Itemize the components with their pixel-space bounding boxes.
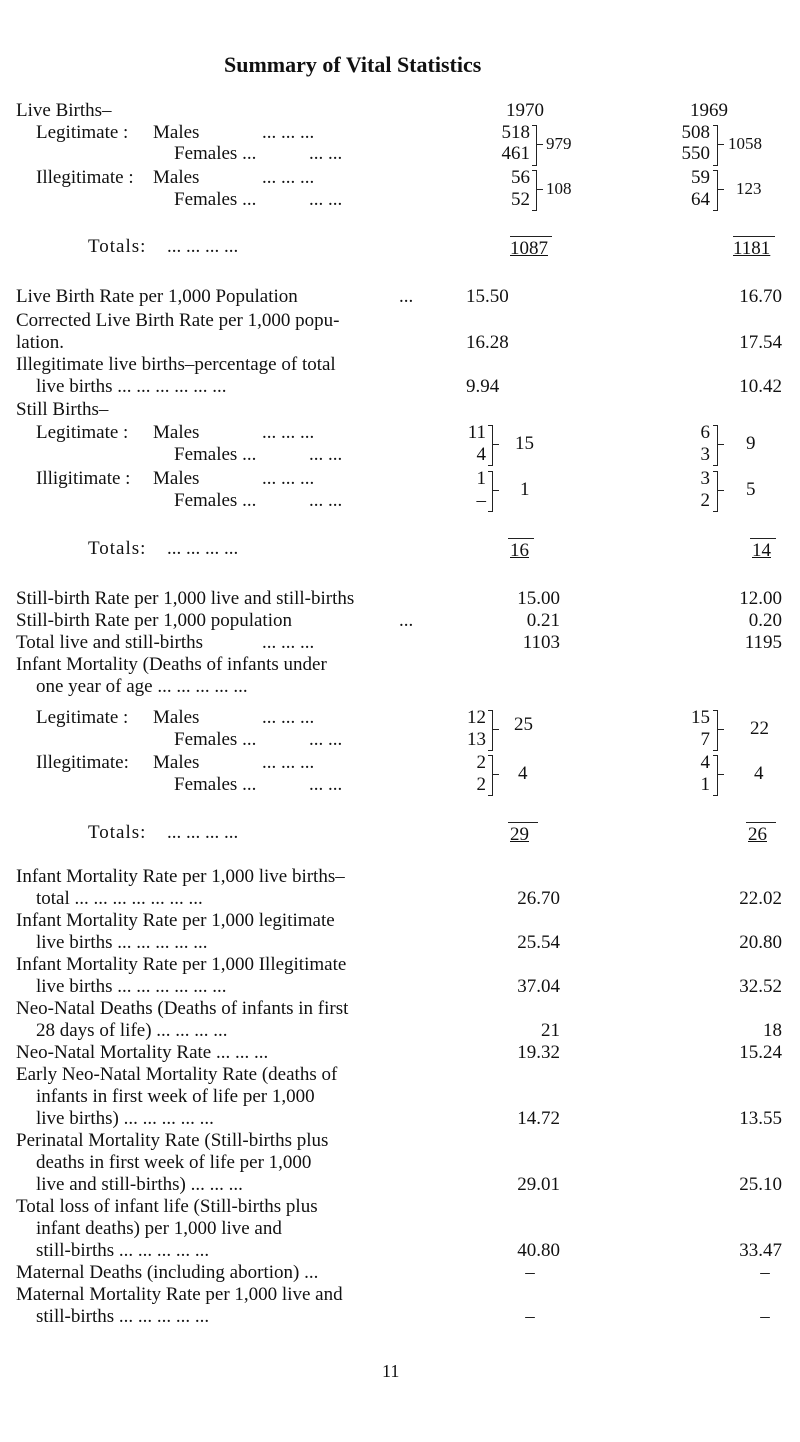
bracket	[488, 425, 493, 466]
bracket	[488, 471, 493, 512]
sb-rate-pop-1969: 0.20	[748, 610, 782, 631]
imr-legit-1970: 25.54	[517, 932, 560, 953]
lb-legit-1969-total: 1058	[728, 134, 762, 153]
rate2-label-cont: lation.	[16, 332, 65, 353]
early-neonatal-1970: 14.72	[517, 1108, 560, 1129]
im-illeg-males-dots: ... ... ...	[262, 752, 315, 773]
sb-legit-1970-males: 11	[467, 422, 486, 443]
maternal-rate-1970: –	[525, 1306, 535, 1327]
lb-total-1969: 1181	[733, 238, 771, 259]
imr-legit-label-cont: live births ... ... ... ... ...	[36, 932, 208, 953]
total-live-still-1969: 1195	[744, 632, 782, 653]
im-illeg-males-label: Males	[153, 752, 200, 773]
bracket	[532, 125, 537, 166]
sb-legit-1970-total: 15	[515, 433, 534, 454]
neonatal-deaths-label-cont: 28 days of life) ... ... ... ...	[36, 1020, 228, 1041]
lb-legit-males-label: Males	[153, 122, 200, 143]
perinatal-label-3: live and still-births) ... ... ...	[36, 1174, 243, 1195]
early-neonatal-label: Early Neo-Natal Mortality Rate (deaths of	[16, 1064, 338, 1085]
live-births-heading: Live Births–	[16, 100, 112, 121]
imr-illeg-1970: 37.04	[517, 976, 560, 997]
neonatal-deaths-label: Neo-Natal Deaths (Deaths of infants in first	[16, 998, 349, 1019]
im-legit-females-dots: ... ...	[309, 729, 343, 750]
sb-total-1970: 16	[510, 540, 529, 561]
im-legit-1969-total: 22	[750, 718, 769, 739]
maternal-deaths-1970: –	[525, 1262, 535, 1283]
neonatal-rate-1969: 15.24	[739, 1042, 782, 1063]
sb-illeg-1970-males: 1	[476, 468, 486, 489]
still-births-heading: Still Births–	[16, 399, 109, 420]
im-illeg-1969-females: 1	[700, 774, 710, 795]
neonatal-deaths-1970: 21	[541, 1020, 560, 1041]
maternal-rate-label: Maternal Mortality Rate per 1,000 live and	[16, 1284, 343, 1305]
sb-legitimate-label: Legitimate :	[36, 422, 129, 443]
im-illeg-females-dots: ... ...	[309, 774, 343, 795]
perinatal-1969: 25.10	[739, 1174, 782, 1195]
sb-totals-label: Totals:	[88, 538, 147, 559]
infant-mortality-heading: Infant Mortality (Deaths of infants under	[16, 654, 327, 675]
bracket-tick	[493, 774, 499, 775]
sb-legit-males-label: Males	[153, 422, 200, 443]
lb-illeg-males-dots: ... ... ...	[262, 167, 315, 188]
sb-legit-females-label: Females ...	[174, 444, 257, 465]
page-number: 11	[382, 1361, 400, 1381]
lb-legit-1970-total: 979	[546, 134, 572, 153]
total-loss-label-3: still-births ... ... ... ... ...	[36, 1240, 210, 1261]
rate1-1969: 16.70	[739, 286, 782, 307]
neonatal-rate-1970: 19.32	[517, 1042, 560, 1063]
bracket	[488, 755, 493, 796]
imr-total-label-cont: total ... ... ... ... ... ... ...	[36, 888, 203, 909]
sb-legit-1969-total: 9	[746, 433, 756, 454]
sb-rate-pop-1970: 0.21	[526, 610, 560, 631]
im-legit-1969-males: 15	[691, 707, 710, 728]
lb-legit-1970-males: 518	[501, 122, 530, 143]
lb-legit-1969-females: 550	[681, 143, 710, 164]
im-illeg-females-label: Females ...	[174, 774, 257, 795]
im-legit-1970-females: 13	[467, 729, 486, 750]
bracket	[713, 471, 718, 512]
sb-legit-1969-males: 6	[700, 422, 710, 443]
lb-totals-label: Totals:	[88, 236, 147, 257]
infant-mortality-heading-cont: one year of age ... ... ... ... ...	[36, 676, 248, 697]
bracket	[532, 170, 537, 211]
perinatal-label-2: deaths in first week of life per 1,000	[36, 1152, 312, 1173]
lb-legit-1969-males: 508	[681, 122, 710, 143]
imr-illeg-label: Infant Mortality Rate per 1,000 Illegitimate	[16, 954, 347, 975]
year-1970-header: 1970	[506, 100, 544, 121]
im-legit-1969-females: 7	[700, 729, 710, 750]
lb-illeg-1969-total: 123	[736, 179, 762, 198]
maternal-deaths-1969: –	[760, 1262, 770, 1283]
imr-total-1970: 26.70	[517, 888, 560, 909]
lb-illeg-1969-females: 64	[691, 189, 710, 210]
sb-totals-dots: ... ... ... ...	[167, 538, 239, 559]
early-neonatal-1969: 13.55	[739, 1108, 782, 1129]
im-legit-1970-males: 12	[467, 707, 486, 728]
bracket-tick	[718, 189, 724, 190]
rate3-label-cont: live births ... ... ... ... ... ...	[36, 376, 227, 397]
im-illeg-1970-total: 4	[518, 763, 528, 784]
perinatal-1970: 29.01	[517, 1174, 560, 1195]
sb-illeg-males-dots: ... ... ...	[262, 468, 315, 489]
bracket	[713, 170, 718, 211]
rate2-1970: 16.28	[466, 332, 509, 353]
early-neonatal-label-3: live births) ... ... ... ... ...	[36, 1108, 214, 1129]
lb-illeg-1970-total: 108	[546, 179, 572, 198]
sb-illeg-females-dots: ... ...	[309, 490, 343, 511]
im-legitimate-label: Legitimate :	[36, 707, 129, 728]
sb-legit-1970-females: 4	[476, 444, 486, 465]
bracket-tick	[718, 729, 724, 730]
im-illeg-1969-males: 4	[700, 752, 710, 773]
year-1969-header: 1969	[690, 100, 728, 121]
bracket	[713, 755, 718, 796]
sb-illeg-males-label: Males	[153, 468, 200, 489]
sb-illeg-1970-females: –	[476, 490, 486, 511]
total-live-still-1970: 1103	[522, 632, 560, 653]
im-totals-label: Totals:	[88, 822, 147, 843]
rate2-label: Corrected Live Birth Rate per 1,000 popu-	[16, 310, 340, 331]
imr-illeg-1969: 32.52	[739, 976, 782, 997]
maternal-rate-1969: –	[760, 1306, 770, 1327]
maternal-rate-label-cont: still-births ... ... ... ... ...	[36, 1306, 210, 1327]
sb-illeg-1969-females: 2	[700, 490, 710, 511]
bracket	[713, 125, 718, 166]
im-totals-dots: ... ... ... ...	[167, 822, 239, 843]
imr-illeg-label-cont: live births ... ... ... ... ... ...	[36, 976, 227, 997]
sb-rate-live-1970: 15.00	[517, 588, 560, 609]
sb-illeg-1970-total: 1	[520, 479, 530, 500]
total-loss-1970: 40.80	[517, 1240, 560, 1261]
im-total-1970: 29	[510, 824, 529, 845]
bracket-tick	[537, 189, 543, 190]
lb-legit-males-dots: ... ... ...	[262, 122, 315, 143]
rule	[733, 236, 775, 237]
rate1-1970: 15.50	[466, 286, 509, 307]
bracket	[713, 425, 718, 466]
sb-illegitimate-label: Illigitimate :	[36, 468, 131, 489]
im-illeg-1970-females: 2	[476, 774, 486, 795]
sb-rate-pop-label: Still-birth Rate per 1,000 population	[16, 610, 292, 631]
im-legit-females-label: Females ...	[174, 729, 257, 750]
im-legit-males-label: Males	[153, 707, 200, 728]
im-illegitimate-label: Illegitimate:	[36, 752, 129, 773]
rule	[508, 538, 534, 539]
rate3-1969: 10.42	[739, 376, 782, 397]
im-legit-males-dots: ... ... ...	[262, 707, 315, 728]
sb-legit-males-dots: ... ... ...	[262, 422, 315, 443]
sb-rate-pop-dots: ...	[399, 610, 414, 631]
lb-legit-females-dots: ... ...	[309, 143, 343, 164]
lb-illeg-males-label: Males	[153, 167, 200, 188]
total-live-still-dots: ... ... ...	[262, 632, 315, 653]
neonatal-rate-label: Neo-Natal Mortality Rate ... ... ...	[16, 1042, 269, 1063]
rate3-1970: 9.94	[466, 376, 500, 397]
total-loss-1969: 33.47	[739, 1240, 782, 1261]
page-title: Summary of Vital Statistics	[224, 52, 482, 77]
lb-totals-dots: ... ... ... ...	[167, 236, 239, 257]
lb-illeg-1970-females: 52	[511, 189, 530, 210]
lb-illeg-females-dots: ... ...	[309, 189, 343, 210]
bracket-tick	[493, 444, 499, 445]
rate1-label: Live Birth Rate per 1,000 Population	[16, 286, 298, 307]
sb-total-1969: 14	[752, 540, 771, 561]
lb-illeg-females-label: Females ...	[174, 189, 257, 210]
sb-legit-females-dots: ... ...	[309, 444, 343, 465]
bracket-tick	[718, 490, 724, 491]
lb-illeg-1969-males: 59	[691, 167, 710, 188]
lb-illegitimate-label: Illegitimate :	[36, 167, 134, 188]
im-legit-1970-total: 25	[514, 714, 533, 735]
bracket-tick	[537, 144, 543, 145]
neonatal-deaths-1969: 18	[763, 1020, 782, 1041]
early-neonatal-label-2: infants in first week of life per 1,000	[36, 1086, 315, 1107]
bracket-tick	[718, 774, 724, 775]
rate2-1969: 17.54	[739, 332, 782, 353]
total-live-still-label: Total live and still-births	[16, 632, 204, 653]
lb-illeg-1970-males: 56	[511, 167, 530, 188]
imr-total-label: Infant Mortality Rate per 1,000 live births–	[16, 866, 345, 887]
sb-illeg-1969-males: 3	[700, 468, 710, 489]
lb-legit-females-label: Females ...	[174, 143, 257, 164]
sb-rate-live-label: Still-birth Rate per 1,000 live and still-births	[16, 588, 355, 609]
bracket	[488, 710, 493, 751]
bracket	[713, 710, 718, 751]
im-total-1969: 26	[748, 824, 767, 845]
rule	[510, 236, 552, 237]
bracket-tick	[718, 444, 724, 445]
bracket-tick	[493, 490, 499, 491]
total-loss-label-2: infant deaths) per 1,000 live and	[36, 1218, 282, 1239]
rule	[750, 538, 776, 539]
imr-legit-label: Infant Mortality Rate per 1,000 legitimate	[16, 910, 335, 931]
total-loss-label: Total loss of infant life (Still-births plus	[16, 1196, 318, 1217]
im-illeg-1970-males: 2	[476, 752, 486, 773]
rule	[508, 822, 538, 823]
maternal-deaths-label: Maternal Deaths (including abortion) ...	[16, 1262, 319, 1283]
lb-total-1970: 1087	[510, 238, 548, 259]
lb-legitimate-label: Legitimate :	[36, 122, 129, 143]
imr-legit-1969: 20.80	[739, 932, 782, 953]
bracket-tick	[718, 144, 724, 145]
bracket-tick	[493, 729, 499, 730]
rule	[746, 822, 776, 823]
sb-rate-live-1969: 12.00	[739, 588, 782, 609]
im-illeg-1969-total: 4	[754, 763, 764, 784]
rate1-dots: ...	[399, 286, 414, 307]
sb-illeg-females-label: Females ...	[174, 490, 257, 511]
lb-legit-1970-females: 461	[501, 143, 530, 164]
perinatal-label: Perinatal Mortality Rate (Still-births plus	[16, 1130, 329, 1151]
imr-total-1969: 22.02	[739, 888, 782, 909]
sb-illeg-1969-total: 5	[746, 479, 756, 500]
sb-legit-1969-females: 3	[700, 444, 710, 465]
rate3-label: Illegitimate live births–percentage of total	[16, 354, 336, 375]
